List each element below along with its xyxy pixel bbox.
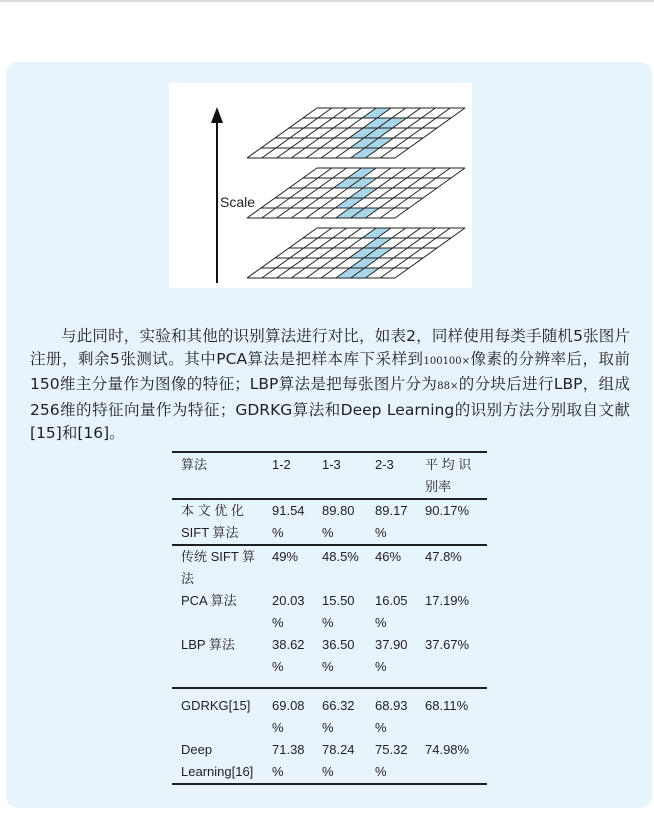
- table-cell: PCA 算法: [181, 593, 237, 608]
- table-cell: 15.50 %: [322, 593, 355, 630]
- table-cell: Deep Learning[16]: [172, 739, 272, 784]
- header-cell: 1-3: [322, 452, 375, 499]
- top-divider: [0, 0, 654, 2]
- para-text-3: 的分块后进行LBP，组成256维的特征向量作为特征；GDRKG算法和Deep Learning的识别方法分别取自文献[15]和[16]。: [30, 375, 630, 442]
- grid-line: [247, 108, 317, 158]
- resolution-value: 100100×: [423, 356, 471, 368]
- table-cell: 68.11%: [425, 698, 469, 713]
- table-row: [172, 590, 487, 634]
- highlight-cell: [350, 258, 379, 268]
- para-text-1: 与此同时，实验和其他的识别算法进行对比，如表2，同样使用每类手随机5张图片注册，剩余5张测试。其中PCA算法是把样本库下采样到: [30, 327, 630, 369]
- grid-line: [291, 108, 361, 158]
- table-cell: GDRKG[15]: [181, 698, 251, 713]
- table-cell: 71.38 %: [272, 739, 322, 784]
- grid-line: [262, 168, 332, 218]
- scale-arrow-head: [211, 107, 223, 123]
- grid-layer: [247, 168, 465, 218]
- results-table: [172, 451, 487, 785]
- body-paragraph: [30, 325, 630, 445]
- scale-space-diagram: [169, 83, 472, 288]
- grid-line: [365, 168, 435, 218]
- table-row: [172, 695, 487, 739]
- table-separator: [172, 688, 487, 695]
- header-cell: 2-3: [375, 452, 425, 499]
- para-text-2: 像素的分辨率后，取前150维主分量作为图像的特征；LBP算法是把每张图片分为: [30, 350, 630, 394]
- table-row: [172, 739, 487, 784]
- grid-line: [395, 168, 465, 218]
- table-cell: 89.80 %: [322, 499, 375, 545]
- table-cell: LBP 算法: [172, 634, 272, 688]
- table-cell: 16.05 %: [375, 593, 408, 630]
- highlight-cell: [362, 228, 391, 238]
- grid-line: [262, 228, 332, 278]
- highlight-cell: [363, 238, 392, 248]
- table-cell: 17.19%: [425, 593, 470, 608]
- table-cell: 78.24 %: [322, 739, 375, 784]
- table-row: [172, 634, 487, 688]
- highlight-cell: [347, 168, 376, 178]
- highlight-cell: [335, 198, 364, 208]
- highlight-cell: [362, 108, 391, 118]
- table-cell: 20.03 %: [272, 593, 305, 630]
- table-cell: 68.93 %: [375, 698, 408, 735]
- scale-axis-label: Scale: [220, 194, 256, 210]
- table-cell: 91.54 %: [272, 499, 322, 545]
- table-cell: 89.17 %: [375, 499, 425, 545]
- highlight-cell: [349, 188, 378, 198]
- grid-line: [395, 108, 465, 158]
- grid-line: [395, 228, 465, 278]
- table-cell: 46%: [375, 549, 402, 564]
- grid-line: [262, 108, 332, 158]
- table-cell: 69.08 %: [272, 698, 305, 735]
- grid-line: [380, 168, 450, 218]
- block-size-value: 88×: [437, 381, 459, 393]
- table-row: [172, 545, 487, 590]
- table-row: [172, 499, 487, 545]
- header-cell: 平 均 识 别率: [425, 452, 487, 499]
- table-cell: 66.32 %: [322, 698, 355, 735]
- table-cell: 90.17%: [425, 499, 487, 545]
- table-cell: 47.8%: [425, 549, 462, 564]
- table-cell: 38.62 %: [272, 634, 322, 688]
- table-cell: 本 文 优 化 SIFT 算法: [172, 499, 272, 545]
- grid-line: [277, 228, 347, 278]
- grid-line: [277, 168, 347, 218]
- table-cell: 传统 SIFT 算 法: [181, 549, 256, 586]
- table-cell: 74.98%: [425, 739, 487, 784]
- grid-line: [277, 108, 347, 158]
- table-cell: 48.5%: [322, 549, 359, 564]
- header-cell: 1-2: [272, 452, 322, 499]
- grid-layer: [247, 228, 465, 278]
- grid-layer: [247, 108, 465, 158]
- table-header-row: [172, 452, 487, 499]
- grid-line: [380, 228, 450, 278]
- table-cell: 49%: [272, 549, 299, 564]
- header-cell: 算法: [172, 452, 272, 499]
- table-cell: 37.67%: [425, 634, 487, 688]
- table-cell: 37.90 %: [375, 634, 425, 688]
- grid-line: [247, 168, 317, 218]
- table-cell: 36.50 %: [322, 634, 375, 688]
- scale-space-figure: [169, 83, 472, 288]
- grid-line: [380, 108, 450, 158]
- table-cell: 75.32 %: [375, 739, 425, 784]
- highlight-cell: [351, 148, 380, 158]
- grid-line: [247, 228, 317, 278]
